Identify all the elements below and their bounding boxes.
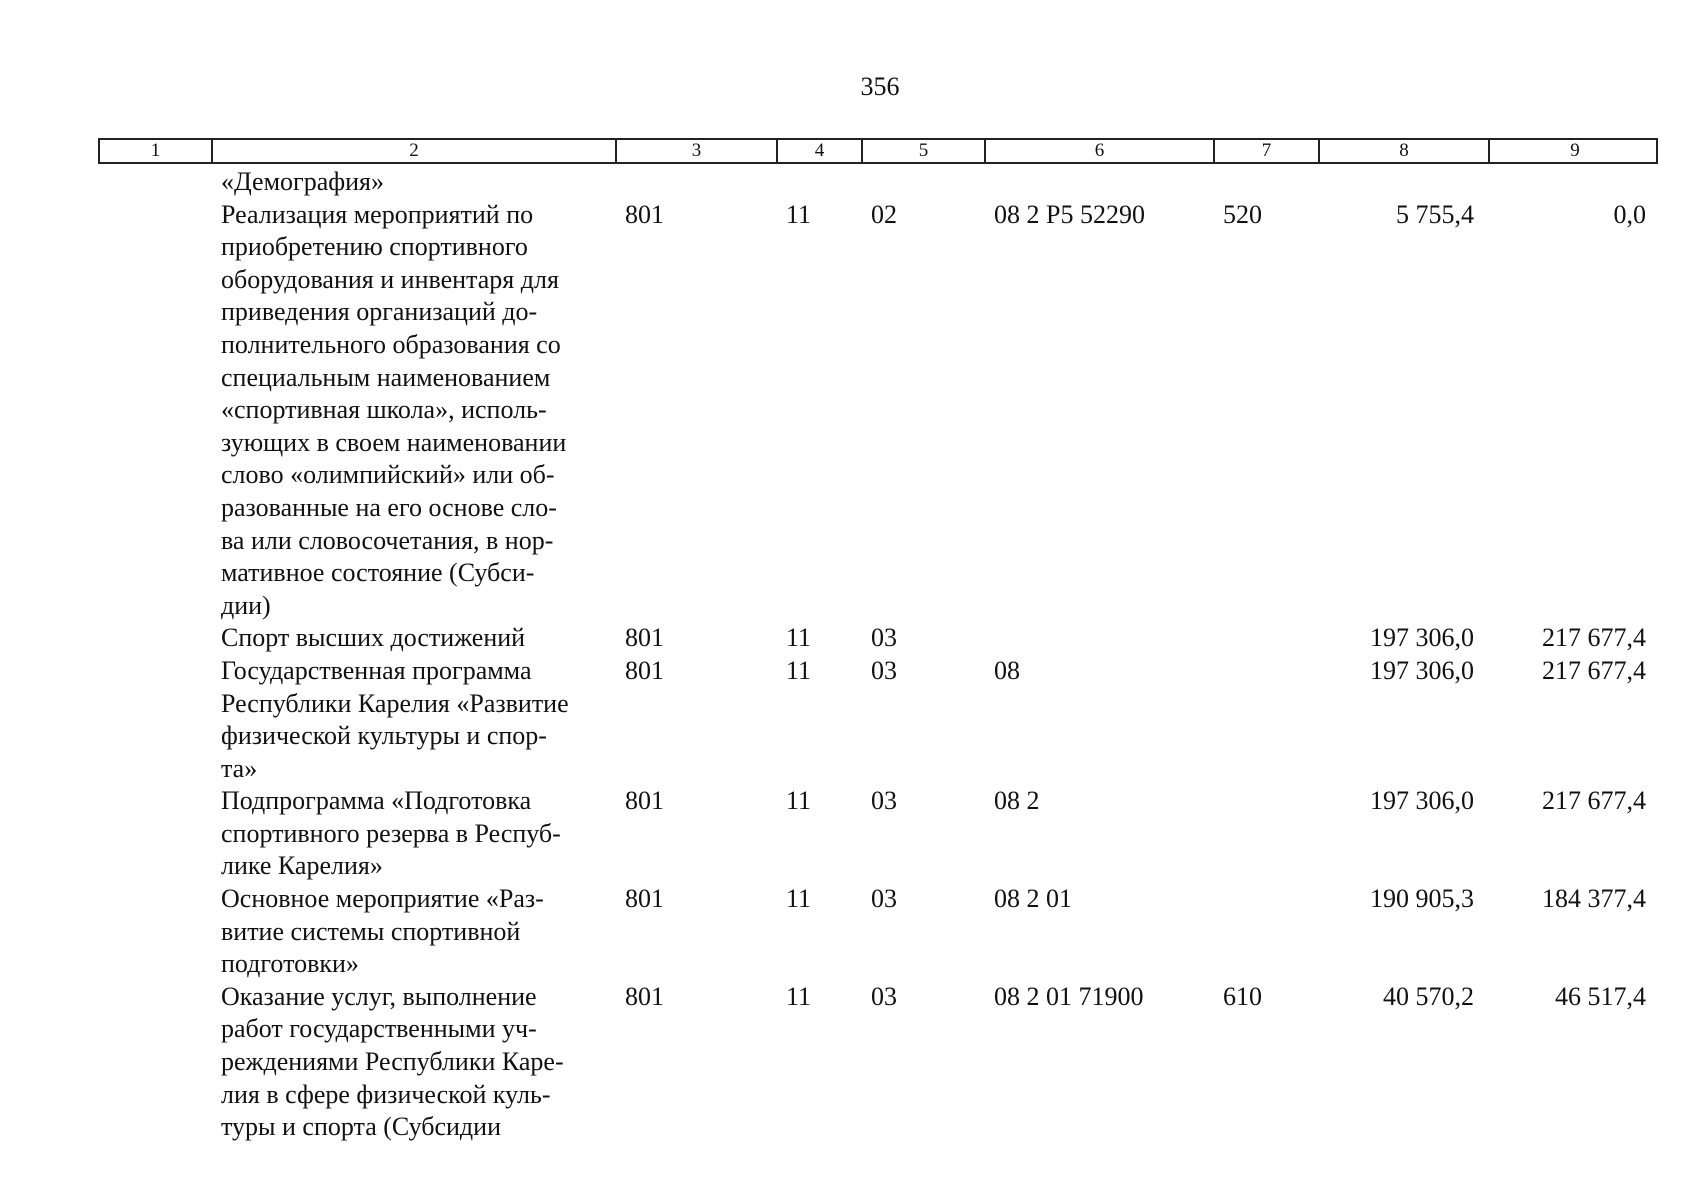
chapter-code-cell: 11 xyxy=(786,199,812,229)
header-cell-9: 9 xyxy=(1488,140,1660,162)
expense-type-code-cell xyxy=(1211,883,1316,981)
row-name-line: та» xyxy=(221,753,258,783)
subsection-code-cell: 03 xyxy=(871,655,897,685)
amount-year-1-cell: 197 306,0 xyxy=(1370,623,1474,653)
row-name-line: ва или словосочетания, в нор- xyxy=(221,525,554,555)
amount-year-2-cell: 46 517,4 xyxy=(1555,981,1646,1011)
expense-type-code-cell: 610 xyxy=(1223,981,1262,1011)
row-number-cell xyxy=(98,785,209,883)
row-name-line: специальным наименованием xyxy=(221,362,551,392)
row-number-cell xyxy=(98,622,209,655)
expense-type-code-cell xyxy=(1211,785,1316,883)
chapter-code-cell: 11 xyxy=(786,884,812,914)
target-article-code-cell xyxy=(982,166,1211,199)
row-name-line: работ государственными уч- xyxy=(221,1014,537,1044)
amount-year-2-cell: 184 377,4 xyxy=(1542,884,1646,914)
header-cell-8: 8 xyxy=(1318,140,1488,162)
subsection-code-cell: 02 xyxy=(871,199,897,229)
row-name-line: Спорт высших достижений xyxy=(221,623,526,653)
target-article-code-cell: 08 2 01 xyxy=(994,884,1072,914)
row-name-line: приведения организаций до- xyxy=(221,297,538,327)
table-row xyxy=(98,199,1658,623)
row-name-line: дии) xyxy=(221,590,271,620)
row-name-line: мативное состояние (Субси- xyxy=(221,558,535,588)
section-code-cell: 801 xyxy=(625,884,664,914)
row-number-cell xyxy=(98,883,209,981)
row-name-cell xyxy=(209,199,613,623)
header-cell-4: 4 xyxy=(776,140,861,162)
header-cell-3: 3 xyxy=(615,140,776,162)
row-name-line: полнительного образования со xyxy=(221,329,561,359)
table-row xyxy=(98,785,1658,883)
row-name-line: Подпрограмма «Подготовка xyxy=(221,786,532,816)
row-name-line: слово «олимпийский» или об- xyxy=(221,460,555,490)
subsection-code-cell: 03 xyxy=(871,623,897,653)
expense-type-code-cell xyxy=(1211,622,1316,655)
expense-type-code-cell: 520 xyxy=(1223,199,1262,229)
target-article-code-cell xyxy=(982,622,1211,655)
row-name-line: Основное мероприятие «Раз- xyxy=(221,884,544,914)
expense-type-code-cell xyxy=(1211,655,1316,785)
header-cell-2: 2 xyxy=(211,140,615,162)
budget-table-body xyxy=(98,166,1658,1144)
row-name-line: лия в сфере физической куль- xyxy=(221,1079,551,1109)
amount-year-2-cell: 217 677,4 xyxy=(1542,655,1646,685)
row-name-line: Республики Карелия «Развитие xyxy=(221,688,569,718)
target-article-code-cell: 08 2 xyxy=(994,786,1040,816)
row-name-line: «спортивная школа», исполь- xyxy=(221,395,547,425)
row-name-cell xyxy=(209,655,613,785)
row-name-line: приобретению спортивного xyxy=(221,232,528,262)
table-row xyxy=(98,655,1658,785)
header-cell-6: 6 xyxy=(984,140,1213,162)
row-name-line: Оказание услуг, выполнение xyxy=(221,981,537,1011)
amount-year-2-cell: 217 677,4 xyxy=(1542,786,1646,816)
row-name-cell xyxy=(209,622,613,655)
table-row xyxy=(98,981,1658,1144)
section-code-cell: 801 xyxy=(625,786,664,816)
section-code-cell: 801 xyxy=(625,981,664,1011)
chapter-code-cell xyxy=(774,166,859,199)
subsection-code-cell: 03 xyxy=(871,884,897,914)
subsection-code-cell: 03 xyxy=(871,981,897,1011)
table-row xyxy=(98,166,1658,199)
row-name-line: оборудования и инвентаря для xyxy=(221,264,559,294)
chapter-code-cell: 11 xyxy=(786,655,812,685)
chapter-code-cell: 11 xyxy=(786,786,812,816)
target-article-code-cell: 08 2 01 71900 xyxy=(994,981,1144,1011)
amount-year-1-cell: 197 306,0 xyxy=(1370,655,1474,685)
amount-year-1-cell: 5 755,4 xyxy=(1396,199,1474,229)
target-article-code-cell: 08 2 Р5 52290 xyxy=(994,199,1145,229)
chapter-code-cell: 11 xyxy=(786,981,812,1011)
amount-year-2-cell xyxy=(1486,166,1658,199)
amount-year-1-cell: 190 905,3 xyxy=(1370,884,1474,914)
row-name-line: витие системы спортивной xyxy=(221,916,521,946)
row-name-cell xyxy=(209,166,613,199)
row-name-line: спортивного резерва в Респуб- xyxy=(221,818,561,848)
row-name-cell xyxy=(209,883,613,981)
section-code-cell: 801 xyxy=(625,199,664,229)
row-name-line: лике Карелия» xyxy=(221,851,383,881)
row-number-cell xyxy=(98,199,209,623)
section-code-cell: 801 xyxy=(625,623,664,653)
table-header xyxy=(98,138,1658,164)
row-number-cell xyxy=(98,655,209,785)
amount-year-1-cell: 40 570,2 xyxy=(1383,981,1474,1011)
section-code-cell xyxy=(613,166,774,199)
row-name-line: разованные на его основе сло- xyxy=(221,492,557,522)
row-number-cell xyxy=(98,166,209,199)
row-name-cell xyxy=(209,785,613,883)
target-article-code-cell: 08 xyxy=(994,655,1020,685)
row-name-line: «Демография» xyxy=(221,167,384,196)
row-name-line: Государственная программа xyxy=(221,655,532,685)
amount-year-1-cell: 197 306,0 xyxy=(1370,786,1474,816)
row-name-line: реждениями Республики Каре- xyxy=(221,1047,564,1077)
header-cell-7: 7 xyxy=(1213,140,1318,162)
row-name-line: туры и спорта (Субсидии xyxy=(221,1112,501,1142)
subsection-code-cell: 03 xyxy=(871,786,897,816)
row-name-line: подготовки» xyxy=(221,949,359,979)
table-row xyxy=(98,883,1658,981)
row-name-line: Реализация мероприятий по xyxy=(221,199,534,229)
chapter-code-cell: 11 xyxy=(786,623,812,653)
amount-year-2-cell: 0,0 xyxy=(1613,199,1646,229)
row-name-line: физической культуры и спор- xyxy=(221,721,547,751)
subsection-code-cell xyxy=(859,166,982,199)
amount-year-1-cell xyxy=(1316,166,1486,199)
page-number: 356 xyxy=(860,72,900,101)
header-cell-5: 5 xyxy=(861,140,984,162)
table-row xyxy=(98,622,1658,655)
expense-type-code-cell xyxy=(1211,166,1316,199)
amount-year-2-cell: 217 677,4 xyxy=(1542,623,1646,653)
row-name-line: зующих в своем наименовании xyxy=(221,427,567,457)
row-name-cell xyxy=(209,981,613,1144)
row-number-cell xyxy=(98,981,209,1144)
section-code-cell: 801 xyxy=(625,655,664,685)
header-cell-1: 1 xyxy=(150,140,161,161)
